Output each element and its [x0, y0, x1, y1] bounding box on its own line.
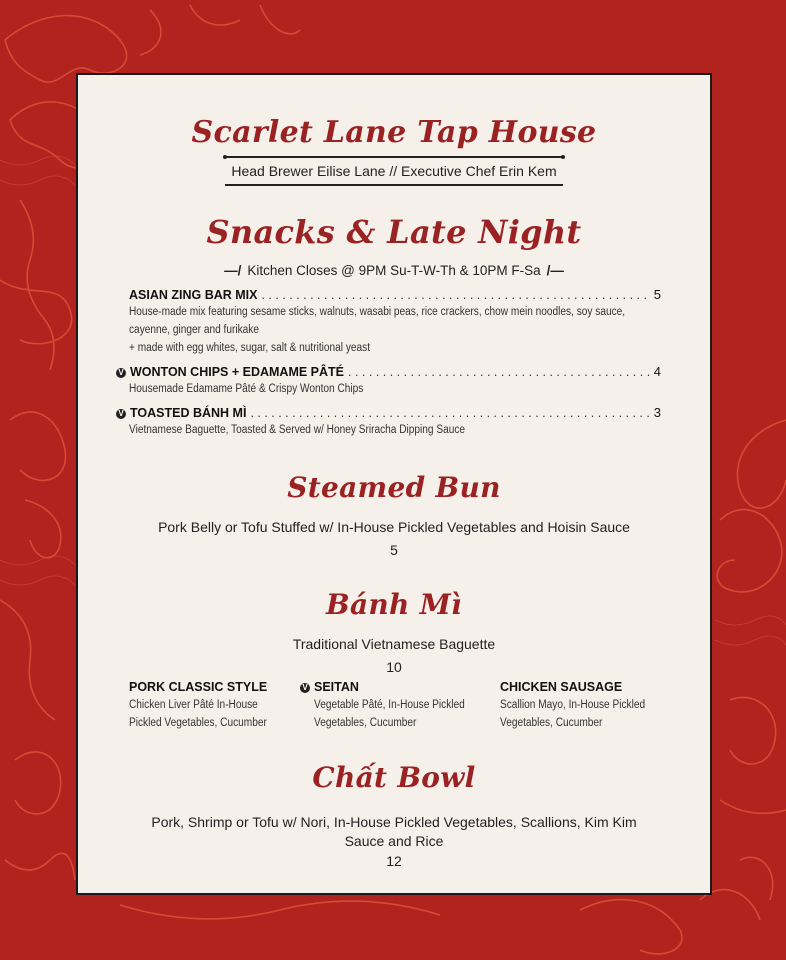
vegetarian-icon: V: [300, 683, 310, 693]
item-name: TOASTED BÁNH MÌ: [130, 406, 247, 420]
option-desc-line: Scallion Mayo, In-House Pickled: [500, 699, 646, 711]
snacks-heading: Snacks & Late Night: [206, 213, 582, 251]
option-name: CHICKEN SAUSAGE: [500, 680, 623, 694]
banh-mi-price: 10: [386, 659, 402, 675]
vegetarian-icon: V: [116, 368, 126, 378]
option-description: [314, 696, 490, 732]
vegetarian-icon: V: [116, 409, 126, 419]
chat-bowl-description: [78, 813, 710, 851]
banh-mi-option-seitan: [300, 680, 480, 732]
staff-credits: Head Brewer Eilise Lane // Executive Chef Erin Kem: [225, 156, 563, 186]
banh-mi-option-chicken-sausage: [500, 680, 680, 732]
chat-bowl-heading: Chất Bowl: [312, 761, 476, 794]
chat-bowl-price: 12: [386, 853, 402, 869]
option-desc-line: Vegetables, Cucumber: [314, 717, 417, 729]
menu-card: [76, 73, 712, 895]
item-desc-line: House-made mix featuring sesame sticks, walnuts, wasabi peas, rice crackers, chow mein noodles, soy sauce,: [129, 306, 626, 318]
item-price: 3: [653, 405, 661, 420]
item-description: [129, 303, 657, 357]
item-name-wrap: [116, 365, 344, 379]
item-price: 5: [653, 287, 661, 302]
option-description: [500, 696, 676, 732]
kitchen-hours-text: Kitchen Closes @ 9PM Su-T-W-Th & 10PM F-Sa: [247, 263, 541, 278]
option-name-wrap: [300, 680, 480, 694]
menu-item-asian-zing: [129, 287, 661, 357]
dot-leader: [261, 288, 649, 302]
steamed-bun-heading: Steamed Bun: [287, 471, 501, 504]
option-desc-line: Pickled Vegetables, Cucumber: [129, 717, 267, 729]
option-name: SEITAN: [314, 680, 359, 694]
item-desc-line: cayenne, ginger and furikake: [129, 324, 259, 336]
item-description: [129, 421, 657, 439]
banh-mi-option-pork: [129, 680, 309, 732]
banh-mi-heading: Bánh Mì: [325, 588, 462, 621]
item-name-wrap: [116, 406, 246, 420]
item-description: [129, 380, 657, 398]
option-desc-line: Vegetables, Cucumber: [500, 717, 603, 729]
item-name: ASIAN ZING BAR MIX: [129, 288, 258, 302]
item-price: 4: [653, 364, 661, 379]
dot-leader: [250, 406, 649, 420]
option-name: PORK CLASSIC STYLE: [129, 680, 268, 694]
item-desc-line: Vietnamese Baguette, Toasted & Served w/ Honey Sriracha Dipping Sauce: [129, 424, 466, 436]
chat-bowl-desc-line: Sauce and Rice: [344, 833, 444, 849]
item-name: WONTON CHIPS + EDAMAME PÂTÉ: [130, 365, 345, 379]
steamed-bun-price: 5: [390, 542, 398, 558]
dot-leader: [348, 365, 650, 379]
right-dash-icon: /—: [546, 263, 564, 278]
kitchen-hours: [78, 263, 710, 278]
item-desc-line: Housemade Edamame Pâté & Crispy Wonton Chips: [129, 383, 364, 395]
steamed-bun-description: Pork Belly or Tofu Stuffed w/ In-House Pickled Vegetables and Hoisin Sauce: [158, 519, 630, 535]
chat-bowl-desc-line: Pork, Shrimp or Tofu w/ Nori, In-House Pickled Vegetables, Scallions, Kim Kim: [151, 814, 637, 830]
item-desc-line: + made with egg whites, sugar, salt & nutritional yeast: [129, 342, 371, 354]
banh-mi-description: Traditional Vietnamese Baguette: [292, 636, 496, 652]
menu-item-toasted-banh-mi: [116, 405, 661, 439]
left-dash-icon: —/: [224, 263, 242, 278]
menu-item-wonton-chips: [116, 364, 661, 398]
option-desc-line: Vegetable Pâté, In-House Pickled: [314, 699, 465, 711]
option-description: [129, 696, 305, 732]
option-desc-line: Chicken Liver Pâté In-House: [129, 699, 258, 711]
restaurant-title: Scarlet Lane Tap House: [191, 115, 597, 150]
